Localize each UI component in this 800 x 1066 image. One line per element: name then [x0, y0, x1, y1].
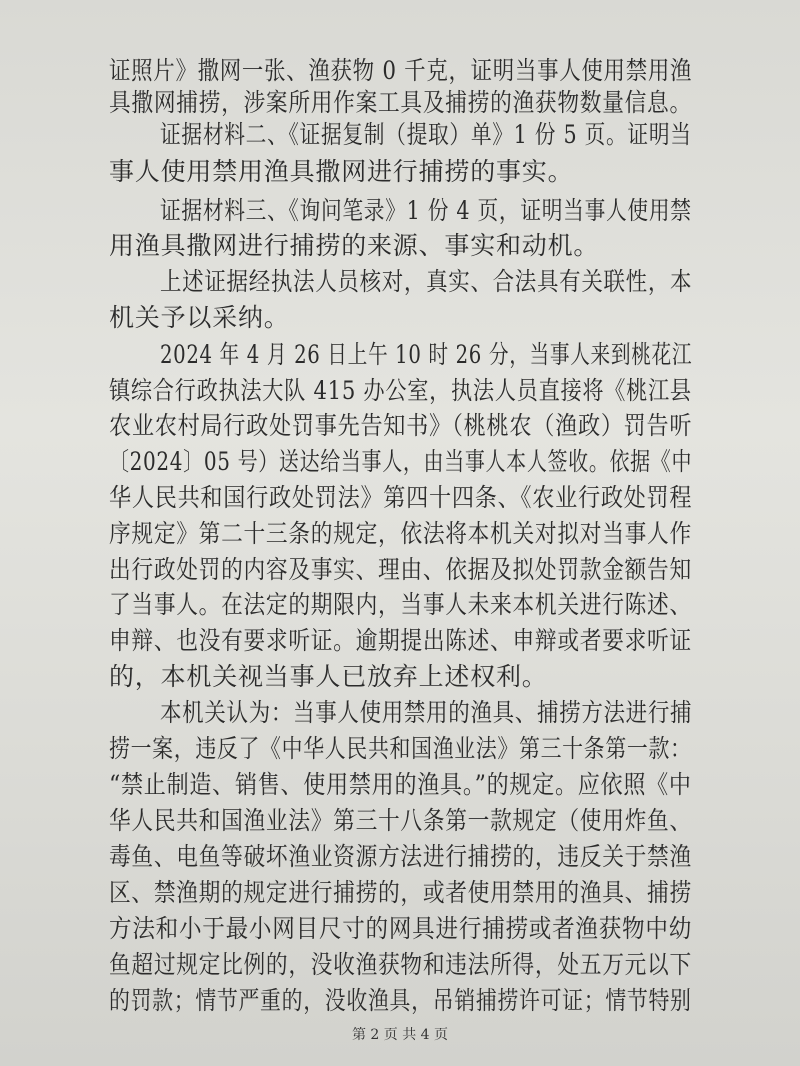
text-line-18: 的，本机关视当事人已放弃上述权利。 — [109, 662, 548, 691]
text-line-12: 〔2024〕05 号）送达给当事人，由当事人本人签收。依据《中 — [109, 447, 693, 476]
text-line-23: 毒鱼、电鱼等破坏渔业资源方法进行捕捞的，违反关于禁渔 — [109, 842, 692, 871]
text-line-9: 2024 年 4 月 26 日上午 10 时 26 分，当事人来到桃花江 — [160, 340, 693, 369]
text-line-8: 机关予以采纳。 — [109, 303, 290, 332]
text-line-24: 区、禁渔期的规定进行捕捞的，或者使用禁用的渔具、捕捞 — [109, 878, 692, 907]
text-line-21: “禁止制造、销售、使用禁用的渔具。”的规定。应依照《中 — [109, 770, 692, 799]
text-line-25: 方法和小于最小网目尺寸的网具进行捕捞或者渔获物中幼 — [109, 914, 693, 943]
text-line-27: 的罚款；情节严重的，没收渔具，吊销捕捞许可证；情节特别 — [109, 986, 692, 1015]
text-line-13: 华人民共和国行政处罚法》第四十四条、《农业行政处罚程 — [109, 483, 693, 512]
text-line-26: 鱼超过规定比例的，没收渔获物和违法所得，处五万元以下 — [109, 950, 692, 979]
text-line-20: 捞一案，违反了《中华人民共和国渔业法》第三十条第一款： — [109, 734, 692, 763]
text-line-10: 镇综合行政执法大队 415 办公室，执法人员直接将《桃江县 — [109, 376, 692, 405]
text-line-22: 华人民共和国渔业法》第三十八条第一款规定（使用炸鱼、 — [109, 806, 692, 835]
text-line-4: 事人使用禁用渔具撒网进行捕捞的事实。 — [109, 157, 574, 186]
text-line-7: 上述证据经执法人员核对，真实、合法具有关联性，本 — [160, 267, 693, 296]
page-number-footer: 第 2 页 共 4 页 — [351, 1027, 449, 1043]
text-line-17: 申辩、也没有要求听证。逾期提出陈述、申辩或者要求听证 — [109, 626, 692, 655]
text-line-19: 本机关认为：当事人使用禁用的渔具、捕捞方法进行捕 — [160, 698, 693, 727]
text-line-14: 序规定》第二十三条的规定，依法将本机关对拟对当事人作 — [109, 519, 692, 548]
text-line-3: 证据材料二、《证据复制（提取）单》1 份 5 页。证明当 — [160, 120, 692, 149]
text-line-1: 证照片》撒网一张、渔获物 0 千克，证明当事人使用禁用渔 — [109, 56, 693, 85]
text-line-11: 农业农村局行政处罚事先告知书》（桃桃农（渔政）罚告听 — [109, 411, 693, 440]
text-line-2: 具撒网捕捞，涉案所用作案工具及捕捞的渔获物数量信息。 — [109, 88, 692, 117]
text-line-5: 证据材料三、《询问笔录》1 份 4 页，证明当事人使用禁 — [160, 196, 692, 225]
text-line-15: 出行政处罚的内容及事实、理由、依据及拟处罚款金额告知 — [109, 555, 692, 584]
text-line-6: 用渔具撒网进行捕捞的来源、事实和动机。 — [109, 231, 600, 260]
text-line-16: 了当事人。在法定的期限内，当事人未来本机关进行陈述、 — [109, 590, 692, 619]
